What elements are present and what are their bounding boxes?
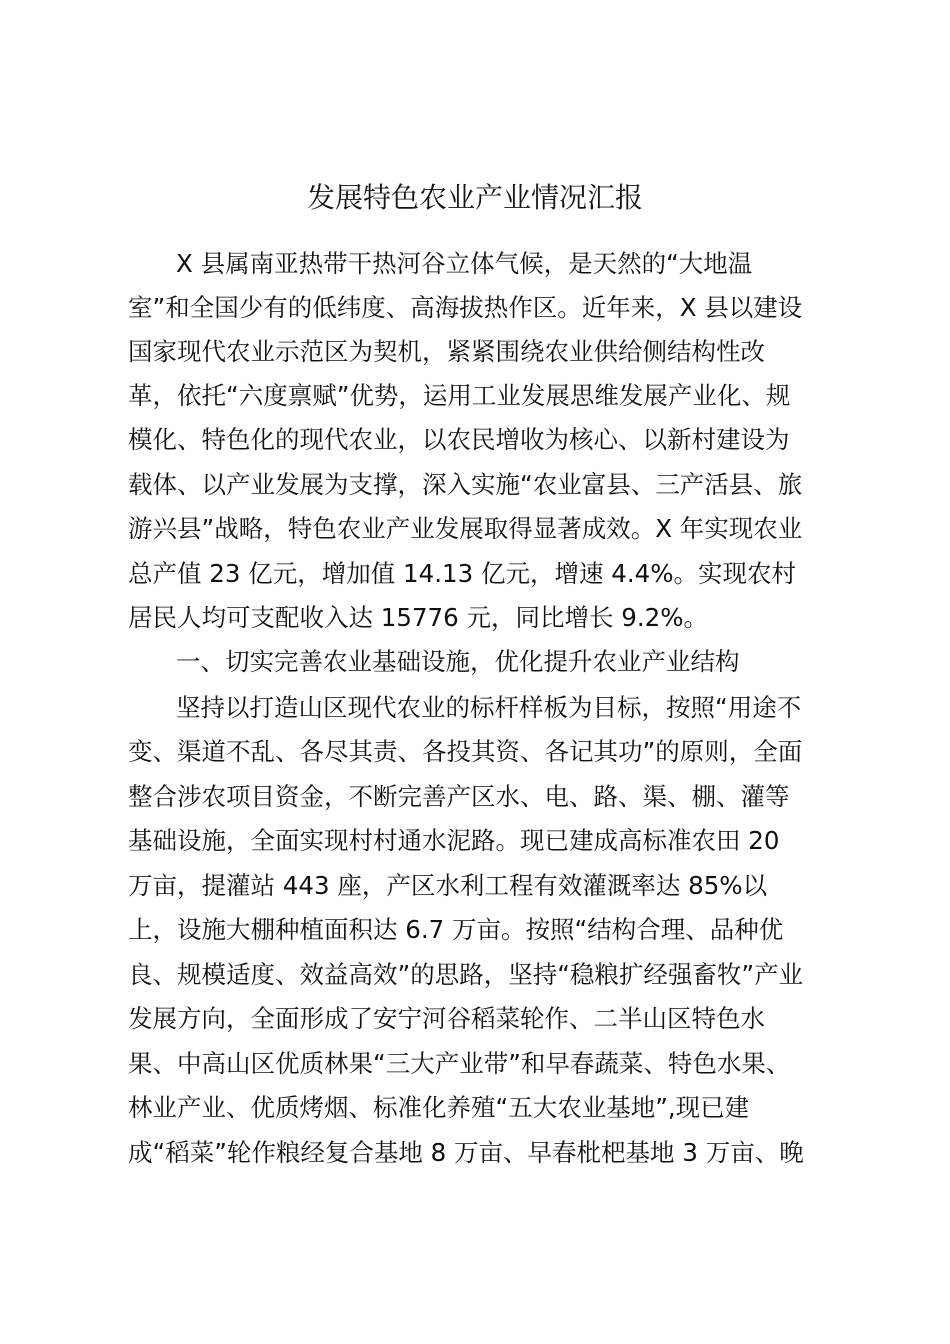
paragraph-line: 变、渠道不乱、各尽其责、各投其资、各记其功”的原则，全面 [128, 737, 803, 766]
paragraph-line: 果、中高山区优质林果“三大产业带”和早春蔬菜、特色水果、 [128, 1049, 791, 1078]
paragraph-line: 坚持以打造山区现代农业的标杆样板为目标，按照“用途不 [176, 693, 802, 722]
paragraph-line: 革，依托“六度禀赋”优势，运用工业发展思维发展产业化、规 [128, 381, 791, 410]
paragraph-line: 成“稻菜”轮作粮经复合基地 8 万亩、早春枇杷基地 3 万亩、晚 [128, 1138, 804, 1167]
paragraph-line: 良、规模适度、效益高效”的思路，坚持“稳粮扩经强畜牧”产业 [128, 960, 804, 989]
paragraph-line: 林业产业、优质烤烟、标准化养殖“五大农业基地”,现已建 [128, 1093, 750, 1122]
paragraph-line: 总产值 23 亿元，增加值 14.13 亿元，增速 4.4%。实现农村 [128, 559, 796, 588]
paragraph-line: 万亩，提灌站 443 座，产区水利工程有效灌溉率达 85%以 [128, 871, 768, 900]
paragraph-line: 上，设施大棚种植面积达 6.7 万亩。按照“结构合理、品种优 [128, 915, 784, 944]
paragraph-line: 基础设施，全面实现村村通水泥路。现已建成高标准农田 20 [128, 826, 780, 855]
paragraph-line: 居民人均可支配收入达 15776 元，同比增长 9.2%。 [128, 603, 709, 632]
paragraph-line: 发展方向，全面形成了安宁河谷稻菜轮作、二半山区特色水 [128, 1004, 765, 1033]
paragraph-line: 整合涉农项目资金，不断完善产区水、电、路、渠、棚、灌等 [128, 782, 790, 811]
paragraph-line: 室”和全国少有的低纬度、高海拔热作区。近年来，X 县以建设 [128, 293, 803, 322]
paragraph-line: 国家现代农业示范区为契机，紧紧围绕农业供给侧结构性改 [128, 337, 765, 366]
section-heading: 一、切实完善农业基础设施，优化提升农业产业结构 [176, 647, 740, 676]
paragraph-line: 模化、特色化的现代农业，以农民增收为核心、以新村建设为 [128, 425, 790, 454]
paragraph-line: X 县属南亚热带干热河谷立体气候，是天然的“大地温 [176, 249, 753, 278]
paragraph-line: 载体、以产业发展为支撑，深入实施“农业富县、三产活县、旅 [128, 470, 803, 499]
paragraph-line: 游兴县”战略，特色农业产业发展取得显著成效。X 年实现农业 [128, 514, 803, 543]
document-title: 发展特色农业产业情况汇报 [306, 181, 643, 214]
